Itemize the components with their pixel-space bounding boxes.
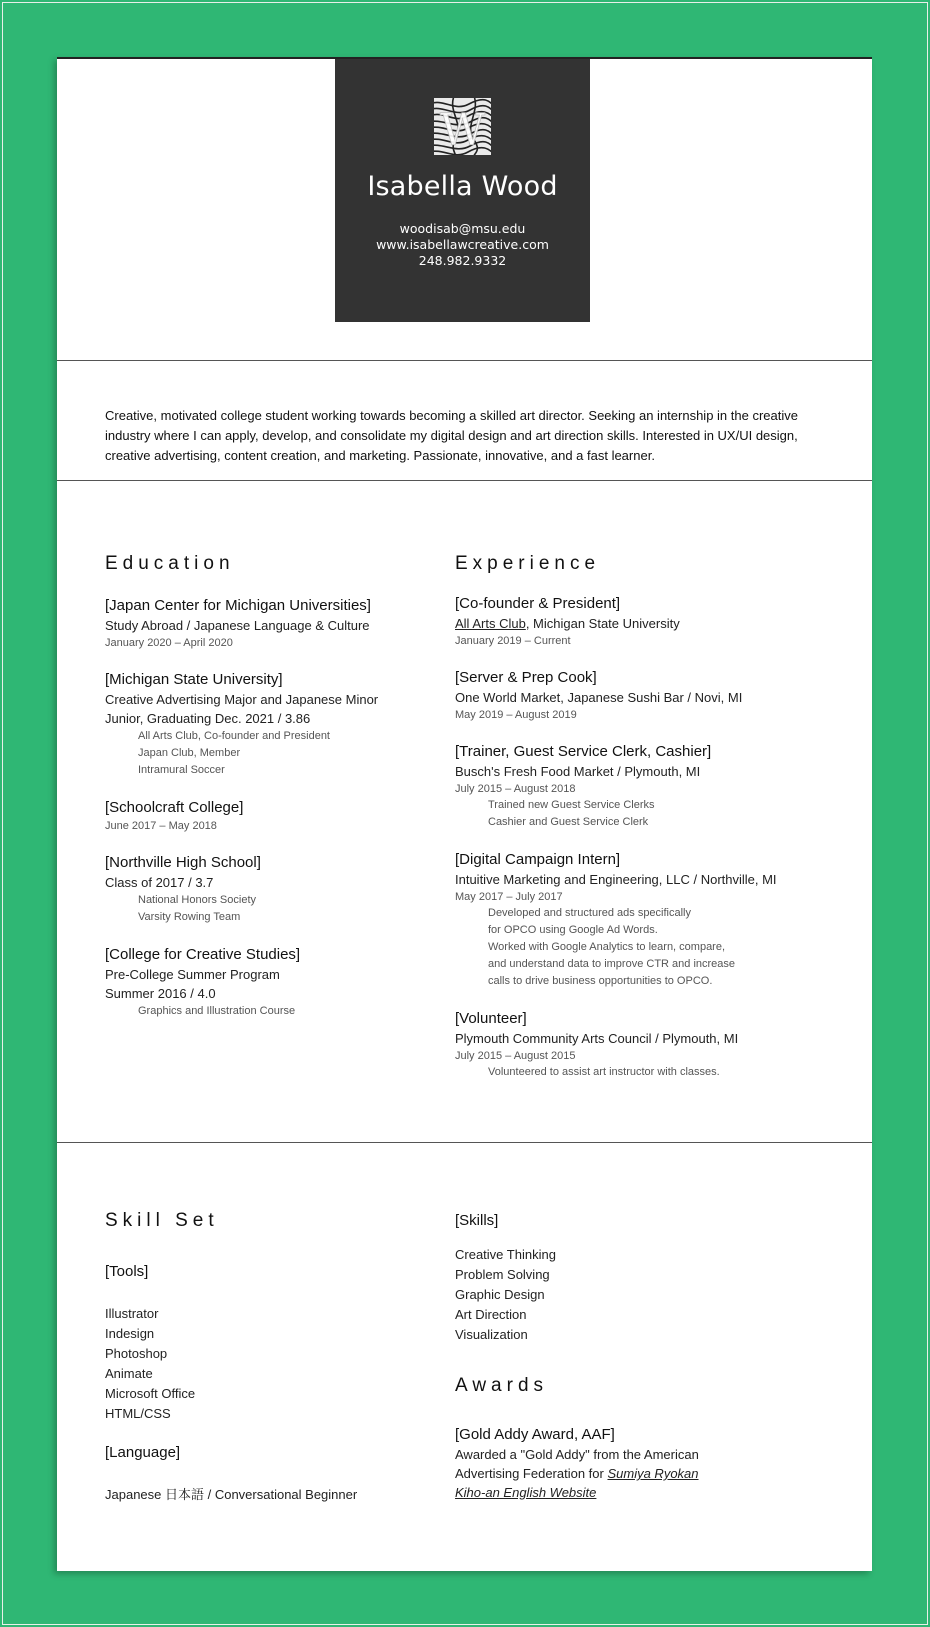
entry-note: Developed and structured ads specifically — [488, 907, 692, 919]
entry-date: January 2020 – April 2020 — [105, 637, 233, 649]
award-line — [455, 1464, 815, 1483]
divider — [57, 360, 872, 361]
entry-line: Summer 2016 / 4.0 — [105, 986, 216, 1001]
language-item: Japanese 日本語 / Conversational Beginner — [105, 1487, 358, 1502]
award-line-prefix: Advertising Federation for — [455, 1466, 608, 1481]
award-entry — [455, 1425, 815, 1502]
skills-block — [455, 1211, 815, 1345]
entry-date: July 2015 – August 2015 — [455, 1050, 576, 1062]
entry-date: June 2017 – May 2018 — [105, 820, 217, 832]
entry-title: [Michigan State University] — [105, 671, 283, 688]
entry-line: Pre-College Summer Program — [105, 967, 280, 982]
entry-note: Worked with Google Analytics to learn, compare, — [488, 941, 726, 953]
awards-title: Awards — [455, 1375, 549, 1396]
education-entry — [105, 596, 425, 651]
header-card — [335, 59, 590, 322]
entry-note: Varsity Rowing Team — [138, 911, 241, 923]
entry-org — [455, 614, 835, 633]
entry-title: [Digital Campaign Intern] — [455, 851, 621, 868]
entry-date: July 2015 – August 2018 — [455, 783, 576, 795]
tool-item: HTML/CSS — [105, 1406, 171, 1421]
contact-block — [335, 221, 590, 269]
divider — [57, 1142, 872, 1143]
tool-item: Indesign — [105, 1326, 155, 1341]
experience-entry — [455, 742, 835, 831]
entry-title: [Northville High School] — [105, 854, 261, 871]
education-entry — [105, 798, 425, 834]
entry-title: [Volunteer] — [455, 1010, 527, 1027]
experience-entry — [455, 1009, 835, 1081]
entry-note: Volunteered to assist art instructor with classes. — [488, 1066, 720, 1078]
entry-note: Trained new Guest Service Clerks — [488, 799, 655, 811]
experience-list — [455, 594, 835, 1100]
entry-title: [Server & Prep Cook] — [455, 669, 597, 686]
tool-item: Photoshop — [105, 1346, 168, 1361]
skill-item: Creative Thinking — [455, 1247, 556, 1262]
entry-note: Cashier and Guest Service Clerk — [488, 816, 649, 828]
entry-title: [Co-founder & President] — [455, 595, 621, 612]
entry-org: One World Market, Japanese Sushi Bar / Novi, MI — [455, 690, 743, 705]
entry-note: for OPCO using Google Ad Words. — [488, 924, 658, 936]
skill-item: Visualization — [455, 1327, 528, 1342]
experience-entry — [455, 850, 835, 990]
tool-item: Animate — [105, 1366, 153, 1381]
summary-paragraph: Creative, motivated college student working towards becoming a skilled art director. Seeking an internship in the creative industry where I can apply, develop, and consolidate my digital design and art direction skills. Interested in UX/UI design, creative advertising, content creation, and marketing. Passionate, innovative, and a fast learner. — [105, 408, 798, 463]
award-line — [455, 1483, 815, 1502]
education-entry — [105, 853, 425, 926]
kiho-an-website-link[interactable]: Kiho-an English Website — [455, 1485, 597, 1500]
entry-title: [College for Creative Studies] — [105, 946, 301, 963]
skill-item: Problem Solving — [455, 1267, 550, 1282]
resume-page — [57, 57, 872, 1571]
candidate-name: Isabella Wood — [367, 171, 558, 202]
education-entry — [105, 670, 425, 779]
email[interactable]: woodisab@msu.edu — [399, 221, 526, 236]
entry-org: Intuitive Marketing and Engineering, LLC / Northville, MI — [455, 872, 777, 887]
skill-set-title: Skill Set — [105, 1210, 219, 1231]
entry-org: Busch's Fresh Food Market / Plymouth, MI — [455, 764, 701, 779]
divider — [57, 480, 872, 481]
entry-line: Junior, Graduating Dec. 2021 / 3.86 — [105, 711, 311, 726]
skill-item: Art Direction — [455, 1307, 527, 1322]
entry-org: Plymouth Community Arts Council / Plymouth, MI — [455, 1031, 739, 1046]
entry-line: Study Abroad / Japanese Language & Culture — [105, 618, 370, 633]
tool-item: Microsoft Office — [105, 1386, 196, 1401]
all-arts-club-link[interactable]: All Arts Club — [455, 616, 526, 631]
skills-heading: [Skills] — [455, 1212, 499, 1229]
entry-date: May 2017 – July 2017 — [455, 891, 563, 903]
entry-note: National Honors Society — [138, 894, 257, 906]
entry-note: Japan Club, Member — [138, 747, 241, 759]
award-line: Awarded a "Gold Addy" from the American — [455, 1447, 699, 1462]
education-list — [105, 596, 425, 1039]
experience-title: Experience — [455, 553, 601, 574]
svg-text:W: W — [439, 105, 486, 155]
website[interactable]: www.isabellawcreative.com — [376, 237, 549, 252]
entry-line: Creative Advertising Major and Japanese Minor — [105, 692, 379, 707]
entry-org-rest: , Michigan State University — [525, 616, 680, 631]
entry-title: [Japan Center for Michigan Universities] — [105, 597, 371, 614]
education-title: Education — [105, 553, 235, 574]
sumiya-ryokan-link[interactable]: Sumiya Ryokan — [607, 1466, 699, 1481]
language-heading: [Language] — [105, 1444, 181, 1461]
entry-note: calls to drive business opportunities to OPCO. — [488, 975, 713, 987]
education-entry — [105, 945, 425, 1020]
entry-date: January 2019 – Current — [455, 635, 571, 647]
experience-entry — [455, 668, 835, 723]
entry-note: Intramural Soccer — [138, 764, 225, 776]
entry-line: Class of 2017 / 3.7 — [105, 875, 214, 890]
entry-date: May 2019 – August 2019 — [455, 709, 577, 721]
tool-item: Illustrator — [105, 1306, 159, 1321]
entry-note: and understand data to improve CTR and increase — [488, 958, 736, 970]
w-wood-grain-logo-icon — [434, 98, 491, 155]
tools-block — [105, 1262, 425, 1505]
tools-heading: [Tools] — [105, 1263, 149, 1280]
skill-item: Graphic Design — [455, 1287, 545, 1302]
phone: 248.982.9332 — [418, 253, 507, 268]
entry-title: [Schoolcraft College] — [105, 799, 244, 816]
entry-note: All Arts Club, Co-founder and President — [138, 730, 330, 742]
entry-note: Graphics and Illustration Course — [138, 1005, 296, 1017]
entry-title: [Trainer, Guest Service Clerk, Cashier] — [455, 743, 712, 760]
award-title: [Gold Addy Award, AAF] — [455, 1426, 615, 1443]
experience-entry — [455, 594, 835, 649]
